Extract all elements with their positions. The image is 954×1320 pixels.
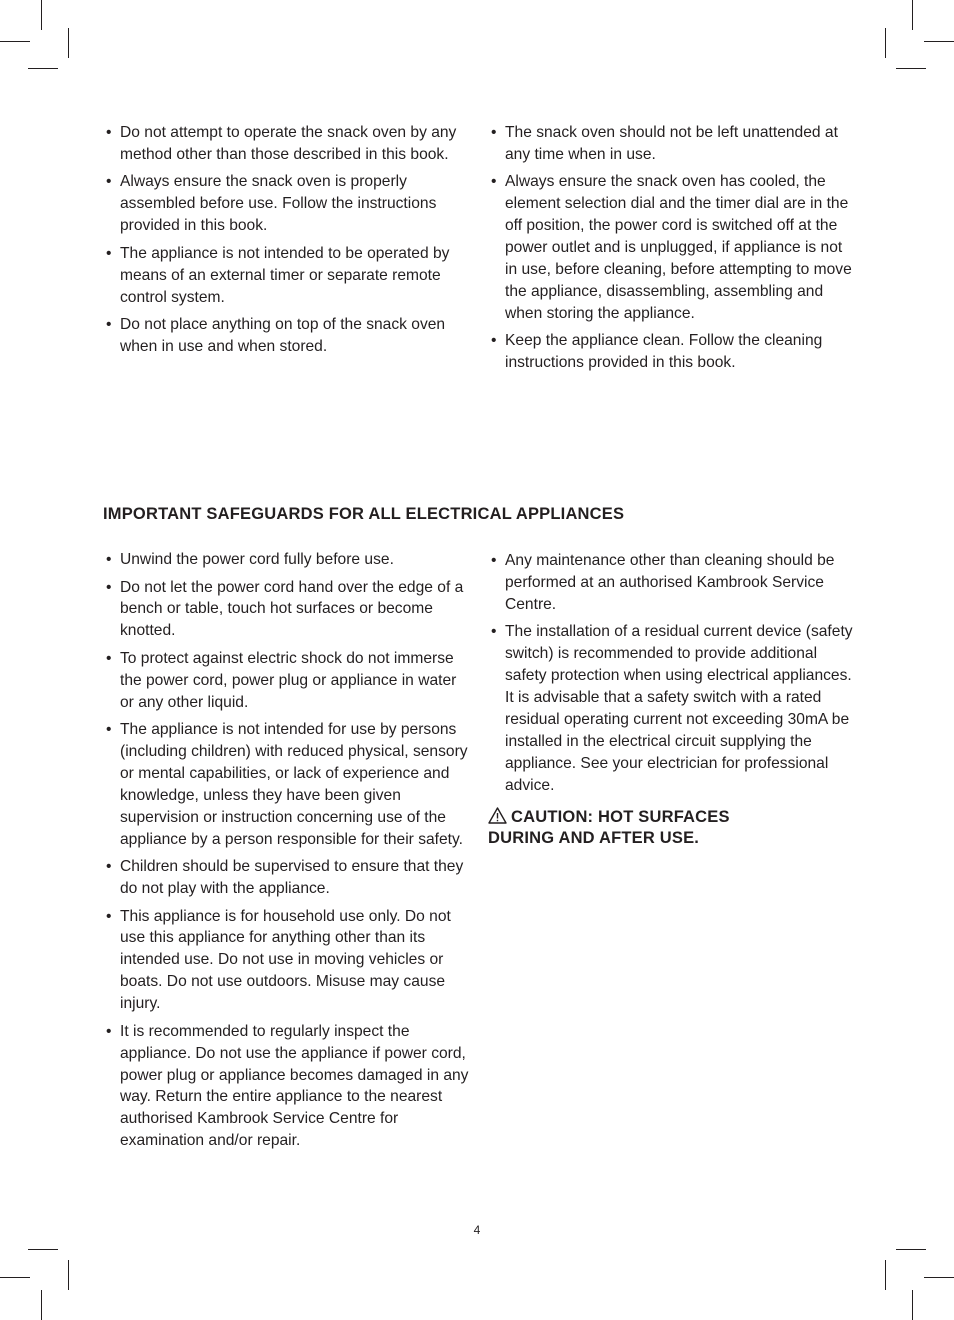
safety-list — [103, 122, 469, 358]
crop-mark — [0, 41, 30, 42]
page-number: 4 — [473, 1223, 481, 1237]
list-item: • The installation of a residual current device (safety switch) is recommended to provide additional safety protection when using electrical appliances. It is advisable that a safety switch with a rated residual operating current not exceeding 30mA be installed in the electrical circuit supplying the appliance. See your electrician for professional advice. — [488, 621, 854, 796]
list-item: • This appliance is for household use only. Do not use this appliance for anything other than its intended use. Do not use in moving vehicles or boats. Do not use outdoors. Misuse may cause injury. — [103, 906, 469, 1016]
top-left-column — [103, 122, 469, 363]
crop-mark — [924, 1277, 954, 1278]
list-item: • It is recommended to regularly inspect the appliance. Do not use the appliance if power cord, power plug or appliance becomes damaged in any way. Return the entire appliance to the nearest authorised Kambrook Service Centre for examination and/or repair. — [103, 1021, 469, 1152]
crop-mark — [896, 1249, 926, 1250]
crop-mark — [885, 1260, 886, 1290]
list-item: • The appliance is not intended for use by persons (including children) with reduced physical, sensory or mental capabilities, or lack of experience and knowledge, unless they have been given supervision or instruction concerning use of the appliance by a person responsible for their safety. — [103, 719, 469, 850]
crop-mark — [885, 28, 886, 58]
safety-list — [488, 550, 854, 797]
crop-mark — [68, 1260, 69, 1290]
list-item: • Do not place anything on top of the snack oven when in use and when stored. — [103, 314, 469, 358]
bottom-right-column — [488, 550, 854, 849]
list-item: • Unwind the power cord fully before use. — [103, 549, 469, 571]
crop-mark — [28, 68, 58, 69]
list-item: • Always ensure the snack oven has cooled, the element selection dial and the timer dial are in the off position, the power cord is switched off at the power outlet and is unplugged, if appliance is not in use, before cleaning, before attempting to move the appliance, disassembling, assembling and when storing the appliance. — [488, 171, 854, 324]
list-item: • Do not let the power cord hand over the edge of a bench or table, touch hot surfaces or become knotted. — [103, 577, 469, 643]
warning-triangle-icon — [488, 807, 507, 824]
crop-mark — [41, 1290, 42, 1320]
list-item: • To protect against electric shock do not immerse the power cord, power plug or appliance in water or any other liquid. — [103, 648, 469, 714]
crop-mark — [0, 1277, 30, 1278]
crop-mark — [68, 28, 69, 58]
list-item: • Do not attempt to operate the snack oven by any method other than those described in this book. — [103, 122, 469, 166]
crop-mark — [924, 41, 954, 42]
caution-line-2: DURING AND AFTER USE. — [488, 828, 700, 847]
caution-notice — [488, 807, 854, 849]
list-item: • The appliance is not intended to be operated by means of an external timer or separate remote control system. — [103, 243, 469, 309]
crop-mark — [912, 1290, 913, 1320]
safety-list — [103, 549, 469, 1152]
list-item: • The snack oven should not be left unattended at any time when in use. — [488, 122, 854, 166]
crop-mark — [41, 0, 42, 30]
bottom-left-column — [103, 549, 469, 1158]
list-item: • Any maintenance other than cleaning should be performed at an authorised Kambrook Service Centre. — [488, 550, 854, 616]
top-right-column — [488, 122, 854, 380]
safety-list — [488, 122, 854, 374]
list-item: • Keep the appliance clean. Follow the cleaning instructions provided in this book. — [488, 330, 854, 374]
section-heading: IMPORTANT SAFEGUARDS FOR ALL ELECTRICAL APPLIANCES — [103, 505, 625, 523]
crop-mark — [896, 68, 926, 69]
crop-mark — [28, 1249, 58, 1250]
list-item: • Children should be supervised to ensure that they do not play with the appliance. — [103, 856, 469, 900]
crop-mark — [912, 0, 913, 30]
list-item: • Always ensure the snack oven is properly assembled before use. Follow the instructions provided in this book. — [103, 171, 469, 237]
caution-line-1: CAUTION: HOT SURFACES — [511, 807, 730, 826]
